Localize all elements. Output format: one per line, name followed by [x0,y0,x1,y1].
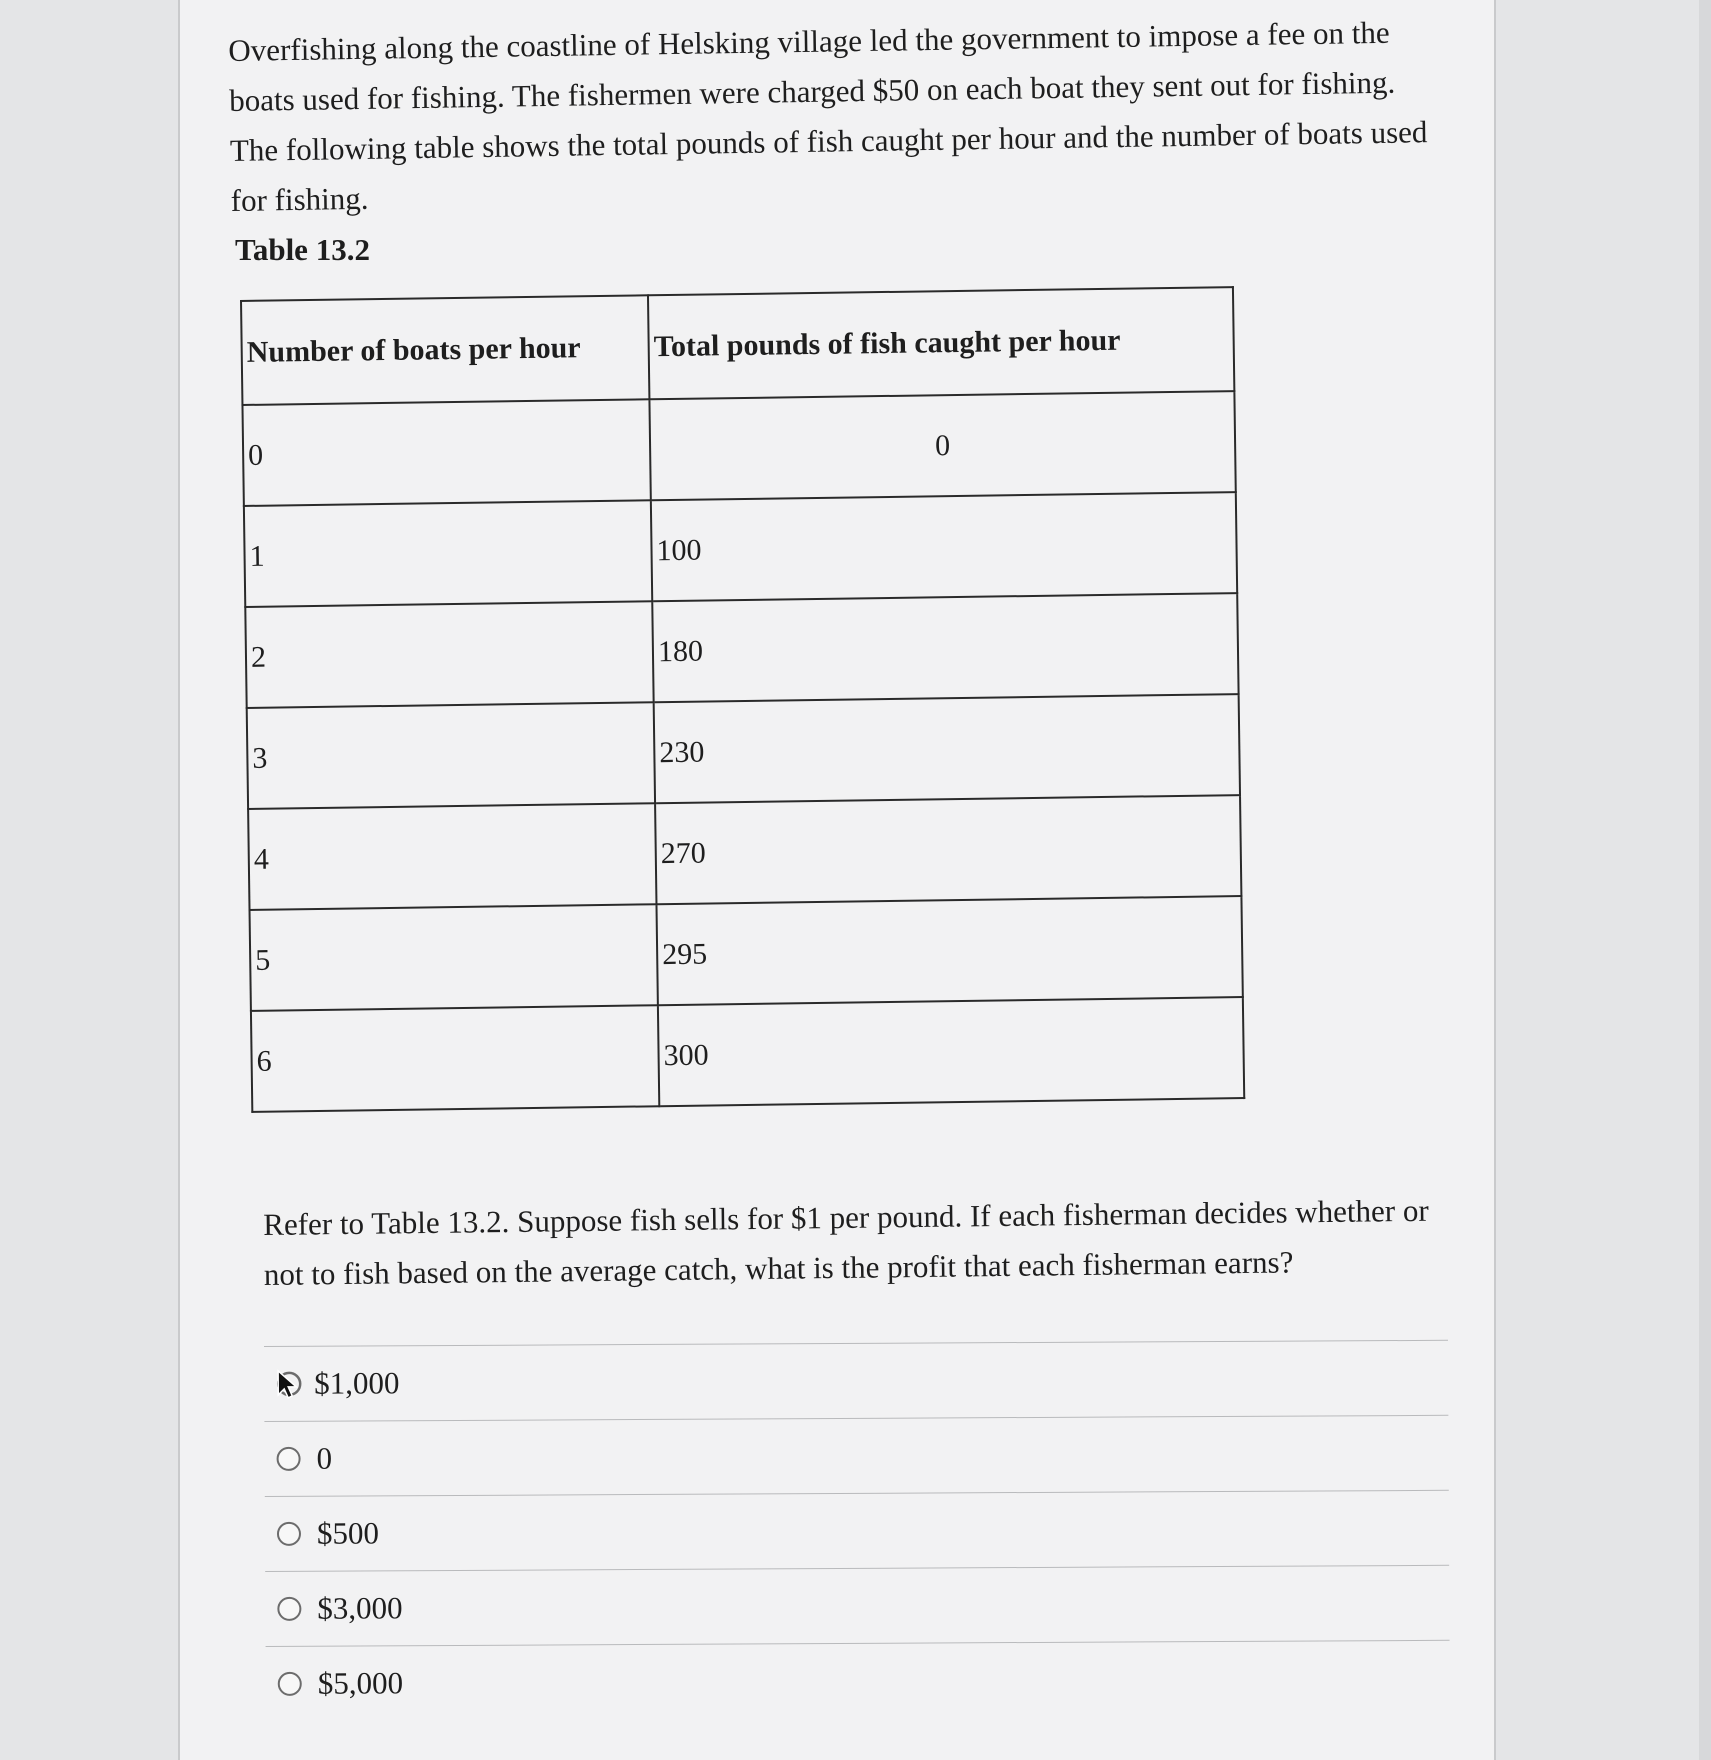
answer-option-3000[interactable] [265,1565,1449,1646]
table-row [245,593,1238,708]
cell-pounds: 300 [658,997,1244,1106]
cell-boats: 0 [242,399,650,506]
table-row [242,391,1235,506]
header-boats: Number of boats per hour [241,295,649,405]
mouse-cursor-icon [274,1367,304,1401]
cell-pounds: 270 [655,795,1241,904]
radio-button[interactable] [277,1597,301,1621]
answer-option-5000[interactable] [266,1640,1450,1721]
answer-option-1000[interactable] [264,1340,1448,1421]
window-scrollbar[interactable] [1699,0,1711,1760]
table-row [248,795,1241,910]
cell-pounds: 230 [654,694,1240,803]
answer-options [264,1340,1450,1721]
cell-pounds: 100 [651,492,1237,601]
cell-boats: 5 [250,904,658,1011]
fish-catch-table [240,286,1245,1113]
question-text: Refer to Table 13.2. Suppose fish sells for $1 per pound. If each fisherman decides whether or not to fish based on the average catch, what is the profit that each fisherman earns? [263,1192,1429,1292]
cell-boats: 1 [244,500,652,607]
radio-button[interactable] [277,1447,301,1471]
cell-pounds: 180 [652,593,1238,702]
table-row [250,896,1243,1011]
cell-boats: 3 [247,702,655,809]
cell-pounds: 295 [656,896,1242,1005]
table-caption: Table 13.2 [235,232,370,267]
radio-button[interactable] [278,1672,302,1696]
intro-paragraph: Overfishing along the coastline of Helsking village led the government to impose a fee on the boats used for fishing. The fishermen were charged $50 on each boat they sent out for fishing. The following table shows the total pounds of fish caught per hour and the number of boats used for fishing. [228,14,1428,218]
radio-button[interactable] [277,1522,301,1546]
header-pounds: Total pounds of fish caught per hour [648,287,1234,399]
cell-boats: 2 [245,601,653,708]
table-row [251,997,1244,1112]
cell-boats: 4 [248,803,656,910]
option-label: $1,000 [314,1365,400,1401]
table-row [247,694,1240,809]
option-label: $5,000 [317,1665,404,1701]
table-header-row [241,287,1234,405]
option-label: $500 [316,1515,380,1551]
cell-boats: 6 [251,1005,659,1112]
option-label: $3,000 [317,1590,403,1626]
answer-option-500[interactable] [265,1490,1449,1571]
table-row [244,492,1237,607]
cell-pounds: 0 [649,391,1235,500]
answer-option-0[interactable] [264,1415,1448,1496]
question-page [178,0,1496,1760]
option-label: 0 [316,1440,333,1476]
